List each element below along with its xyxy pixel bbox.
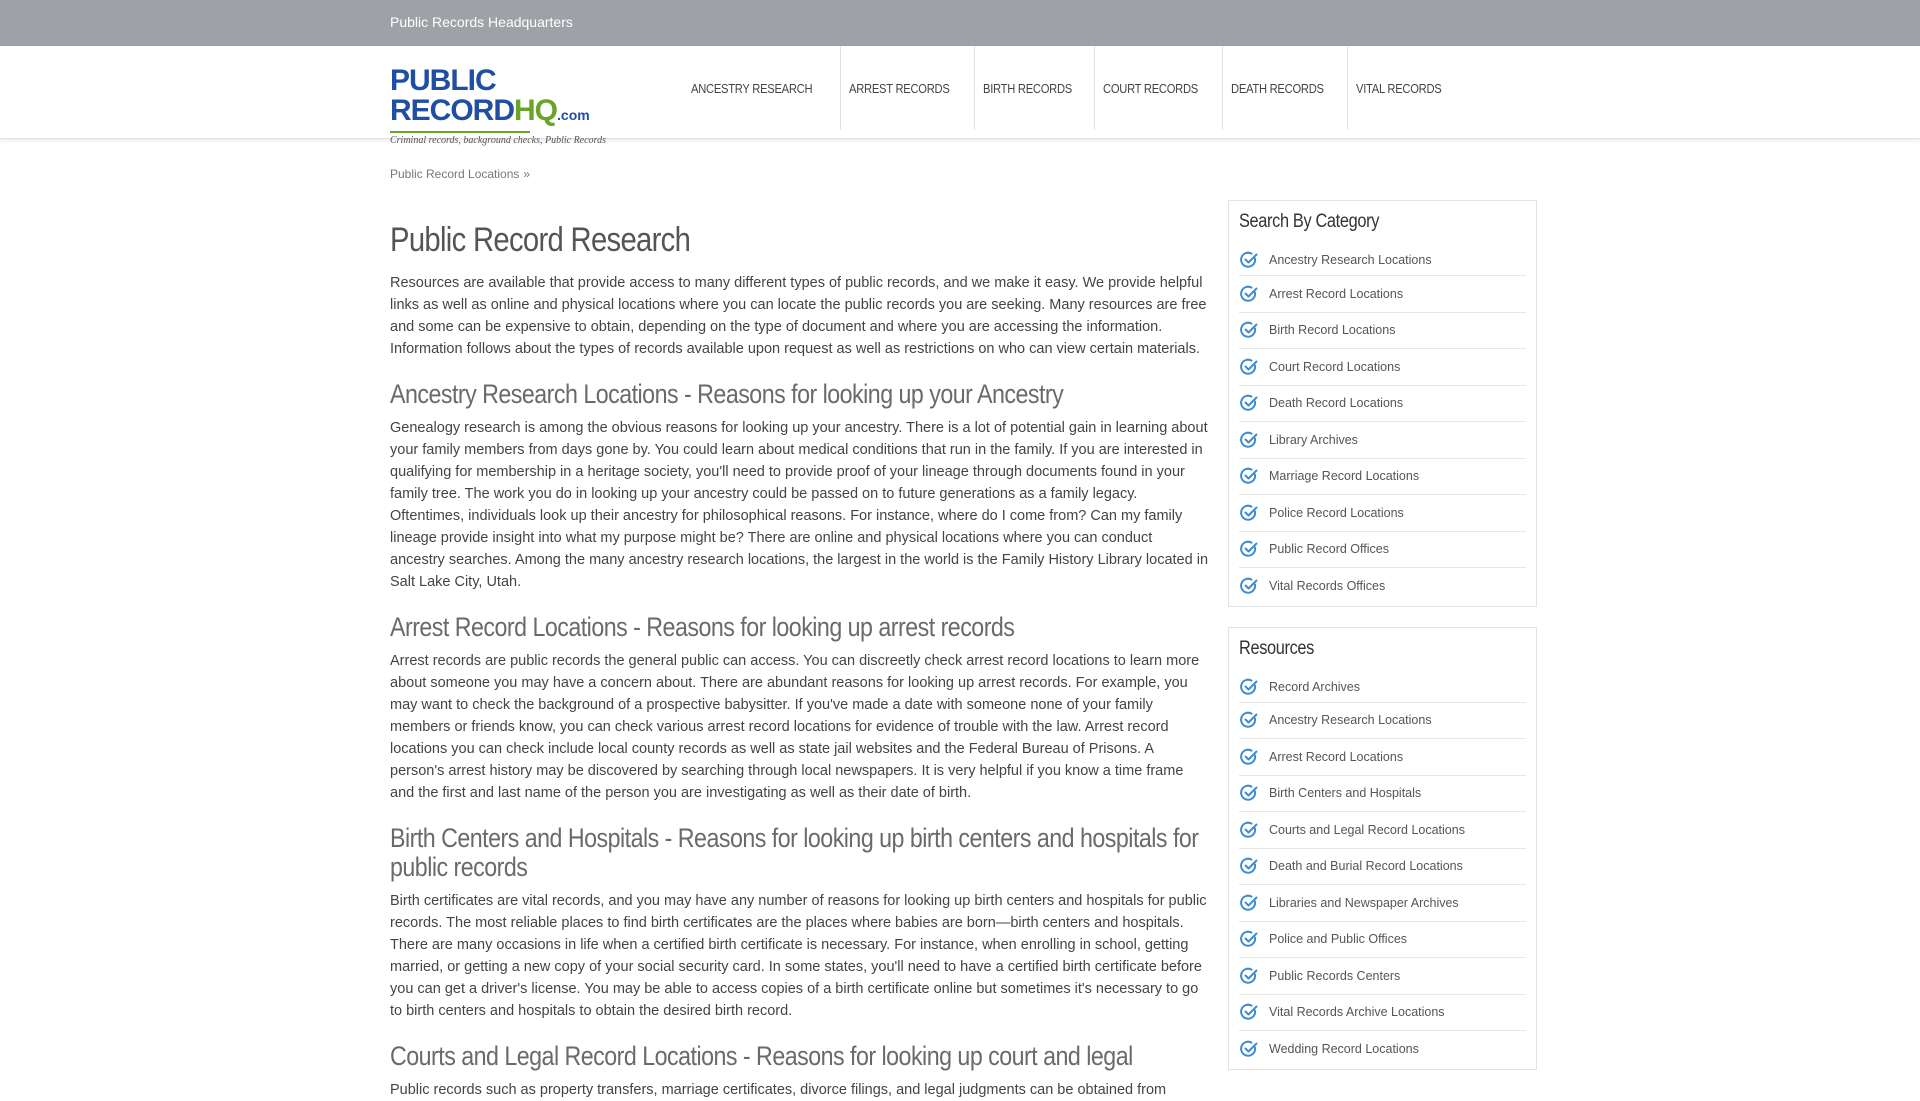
check-circle-icon	[1239, 929, 1259, 949]
main-content	[390, 221, 1210, 1101]
resource-item-label: Death and Burial Record Locations	[1269, 859, 1463, 874]
category-item[interactable]	[1239, 421, 1526, 458]
logo-underline	[390, 131, 530, 133]
check-circle-icon	[1239, 393, 1259, 413]
nav-vital-records[interactable]: VITAL RECORDS	[1355, 80, 1442, 96]
resource-item[interactable]	[1239, 921, 1526, 958]
category-item-label: Police Record Locations	[1269, 505, 1404, 520]
section-heading-birth: Birth Centers and Hospitals - Reasons for looking up birth centers and hospitals for public records	[390, 823, 1199, 882]
check-circle-icon	[1239, 966, 1259, 986]
check-circle-icon	[1239, 466, 1259, 486]
category-item-label: Marriage Record Locations	[1269, 469, 1420, 484]
check-circle-icon	[1239, 357, 1259, 377]
resource-item[interactable]	[1239, 672, 1526, 702]
check-circle-icon	[1239, 856, 1259, 876]
check-circle-icon	[1239, 503, 1259, 523]
category-item[interactable]	[1239, 245, 1526, 275]
check-circle-icon	[1239, 677, 1259, 697]
resource-item[interactable]	[1239, 884, 1526, 921]
check-circle-icon	[1239, 1002, 1259, 1022]
resource-item[interactable]	[1239, 775, 1526, 812]
logo-wordmark: PUBLIC RECORDHQ.com	[390, 64, 590, 127]
check-circle-icon	[1239, 284, 1259, 304]
resources-widget-title: Resources	[1239, 637, 1315, 659]
category-item-label: Death Record Locations	[1269, 396, 1404, 411]
nav-death-records[interactable]: DEATH RECORDS	[1223, 46, 1348, 130]
page-title: Public Record Research	[390, 221, 691, 259]
section-heading-courts: Courts and Legal Record Locations - Reasons for looking up court and legal	[390, 1041, 1133, 1071]
logo-tagline: Criminal records, background checks, Public Records	[390, 135, 606, 146]
resource-item-label: Birth Centers and Hospitals	[1269, 786, 1422, 801]
resource-item-label: Vital Records Archive Locations	[1269, 1005, 1445, 1020]
site-header	[0, 46, 1920, 146]
resource-item[interactable]	[1239, 1030, 1526, 1067]
category-item-label: Court Record Locations	[1269, 359, 1401, 374]
category-item[interactable]	[1239, 275, 1526, 312]
resources-list	[1239, 672, 1526, 1067]
section-body-arrest: Arrest records are public records the general public can access. You can discreetly check arrest record locations to learn more about someone you may have a concern about. There are abundant reasons for looking up arrest records. For example, you may want to check the background of a prospective babysitter. If you've made a date with someone none of your family members or friends know, you can check various arrest record locations for evidence of trouble with the law. Arrest record locations you can check include local county records as well as state jail websites and the Federal Bureau of Prisons. A person's arrest history may be discovered by searching through local newspapers. It is very helpful if you know a time frame and the first and last name of the person you are investigating as well as their date of birth.	[390, 653, 1200, 801]
breadcrumb-separator: »	[523, 167, 531, 181]
site-logo[interactable]	[390, 64, 625, 146]
category-item[interactable]	[1239, 348, 1526, 385]
section-body-courts: Public records such as property transfers, marriage certificates, divorce filings, and legal judgments can be obtained from	[390, 1082, 1167, 1098]
category-item-label: Public Record Offices	[1269, 542, 1389, 557]
resource-item[interactable]	[1239, 702, 1526, 739]
check-circle-icon	[1239, 539, 1259, 559]
site-name[interactable]: Public Records Headquarters	[390, 14, 573, 30]
breadcrumb-link[interactable]: Public Record Locations	[390, 167, 520, 181]
sidebar	[1228, 200, 1537, 1090]
check-circle-icon	[1239, 576, 1259, 596]
category-item-label: Vital Records Offices	[1269, 578, 1386, 593]
category-item-label: Ancestry Research Locations	[1269, 253, 1432, 267]
check-circle-icon	[1239, 250, 1259, 270]
content-container	[375, 167, 1545, 1098]
resource-item-label: Arrest Record Locations	[1269, 749, 1404, 764]
category-item-label: Library Archives	[1269, 432, 1358, 447]
nav-ancestry-research[interactable]: ANCESTRY RESEARCH	[691, 46, 841, 130]
section-body-ancestry: Genealogy research is among the obvious reasons for looking up your ancestry. There is a lot of potential gain in learning about your family members from days gone by. You could learn about medical conditions that run in the family. If you are interested in qualifying for membership in a heritage society, you'll need to provide proof of your lineage through documents found in your family tree. The work you do in looking up your ancestry could be passed on to future generations as a family legacy. Oftentimes, individuals look up their ancestry for philosophical reasons. For instance, where do I come from? Can my family lineage provide insight into what my purpose might be? There are online and physical locations where you can conduct ancestry searches. Among the many ancestry research locations, the largest in the world is the Family History Library located in Salt Lake City, Utah.	[390, 420, 1209, 590]
nav-court-records[interactable]: COURT RECORDS	[1095, 46, 1222, 130]
breadcrumb	[390, 167, 1530, 181]
category-item[interactable]	[1239, 494, 1526, 531]
intro-paragraph: Resources are available that provide access to many different types of public records, and we make it easy. We provide helpful links as well as online and physical locations where you can locate the public records you are seeking. Many resources are free and some can be expensive to obtain, depending on the type of document and where you are accessing the information. Information follows about the types of records available upon request as well as restrictions on who can view certain materials.	[390, 275, 1207, 357]
category-widget-title: Search By Category	[1239, 211, 1380, 232]
resource-item-label: Police and Public Offices	[1269, 932, 1408, 947]
check-circle-icon	[1239, 747, 1259, 767]
category-item-label: Arrest Record Locations	[1269, 286, 1404, 301]
resource-item-label: Record Archives	[1269, 679, 1361, 694]
resource-item-label: Courts and Legal Record Locations	[1269, 822, 1465, 837]
category-item[interactable]	[1239, 458, 1526, 495]
main-nav	[691, 46, 1463, 130]
resource-item[interactable]	[1239, 738, 1526, 775]
check-circle-icon	[1239, 893, 1259, 913]
section-heading-arrest: Arrest Record Locations - Reasons for looking up arrest records	[390, 612, 1015, 642]
check-circle-icon	[1239, 820, 1259, 840]
check-circle-icon	[1239, 430, 1259, 450]
section-heading-ancestry: Ancestry Research Locations - Reasons for looking up your Ancestry	[390, 379, 1064, 409]
section-body-birth: Birth certificates are vital records, and you may have any number of reasons for looking up birth centers and hospitals for public records. The most reliable places to find birth certificates are the places where babies are born—birth centers and hospitals. There are many occasions in life when a certified birth certificate is necessary. For instance, when enrolling in school, getting married, or getting a new copy of your social security card. In some states, you'll need to have a certified birth certificate before you can get a driver's license. You may be able to access copies of a birth certificate online but sometimes it's necessary to go to birth centers and hospitals to obtain the desired birth record.	[390, 893, 1207, 1019]
resource-item[interactable]	[1239, 994, 1526, 1031]
category-item[interactable]	[1239, 567, 1526, 604]
resources-widget	[1228, 627, 1537, 1070]
resource-item[interactable]	[1239, 848, 1526, 885]
category-item[interactable]	[1239, 385, 1526, 422]
category-item[interactable]	[1239, 531, 1526, 568]
resource-item-label: Libraries and Newspaper Archives	[1269, 895, 1459, 910]
check-circle-icon	[1239, 320, 1259, 340]
resource-item-label: Public Records Centers	[1269, 968, 1401, 983]
check-circle-icon	[1239, 710, 1259, 730]
resource-item-label: Wedding Record Locations	[1269, 1041, 1419, 1056]
check-circle-icon	[1239, 783, 1259, 803]
resource-item[interactable]	[1239, 811, 1526, 848]
check-circle-icon	[1239, 1039, 1259, 1059]
nav-birth-records[interactable]: BIRTH RECORDS	[975, 46, 1095, 130]
resource-item[interactable]	[1239, 957, 1526, 994]
category-list	[1239, 245, 1526, 604]
category-widget	[1228, 200, 1537, 607]
category-item-label: Birth Record Locations	[1269, 323, 1396, 338]
resource-item-label: Ancestry Research Locations	[1269, 713, 1432, 728]
nav-arrest-records[interactable]: ARREST RECORDS	[841, 46, 975, 130]
category-item[interactable]	[1239, 312, 1526, 349]
top-bar	[0, 0, 1920, 46]
